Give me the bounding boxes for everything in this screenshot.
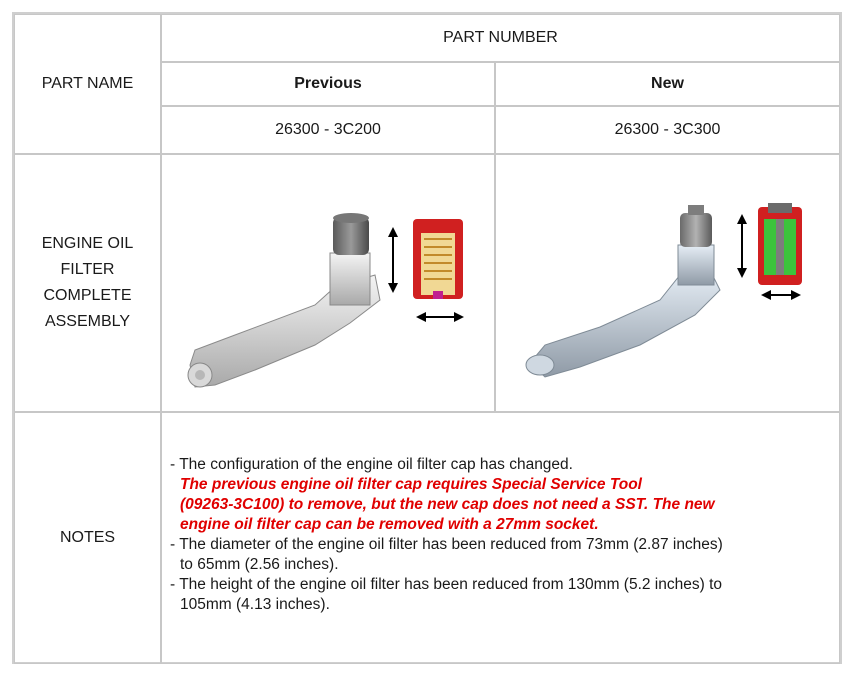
note-red-2: (09263-3C100) to remove, but the new cap does not need a SST. The new	[180, 496, 715, 513]
assembly-name-line: FILTER	[60, 261, 115, 278]
note-diameter-cont: to 65mm (2.56 inches).	[180, 556, 339, 573]
assembly-name-cell	[14, 154, 161, 412]
note-height: - The height of the engine oil filter has been reduced from 130mm (5.2 inches) to	[170, 576, 722, 593]
new-assembly-image	[520, 195, 820, 395]
note-config: - The configuration of the engine oil filter cap has changed.	[170, 456, 573, 473]
note-height-cont: 105mm (4.13 inches).	[180, 596, 330, 613]
note-red-3: engine oil filter cap can be removed with a 27mm socket.	[180, 516, 599, 533]
notes-label: NOTES	[14, 412, 161, 664]
previous-assembly-image	[175, 205, 475, 405]
new-header: New	[495, 62, 840, 106]
note-diameter: - The diameter of the engine oil filter has been reduced from 73mm (2.87 inches)	[170, 536, 723, 553]
assembly-name-line: COMPLETE	[43, 287, 132, 304]
part-number-header: PART NUMBER	[161, 14, 840, 62]
new-part-number: 26300 - 3C300	[495, 106, 840, 154]
notes-text	[170, 455, 840, 615]
assembly-name-line: ENGINE OIL	[41, 235, 134, 252]
previous-part-number: 26300 - 3C200	[161, 106, 495, 154]
previous-header: Previous	[161, 62, 495, 106]
part-name-header: PART NAME	[14, 14, 161, 154]
assembly-name-line: ASSEMBLY	[44, 313, 131, 330]
note-red-1: The previous engine oil filter cap requires Special Service Tool	[180, 476, 642, 493]
